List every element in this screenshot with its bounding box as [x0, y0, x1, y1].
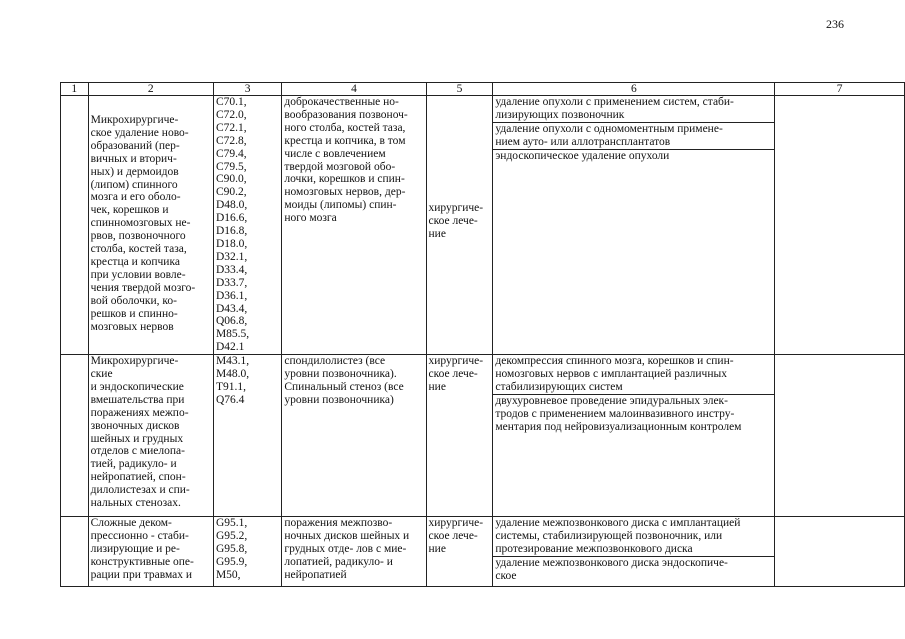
col7-cell: [775, 517, 905, 587]
icd-codes-cell: G95.1, G95.2, G95.8, G95.9, M50,: [213, 517, 281, 587]
method-item: эндоскопическое удаление опухоли: [495, 149, 670, 162]
table-header-row: [61, 83, 905, 96]
header-cell: 4: [282, 83, 426, 96]
header-cell: 1: [61, 83, 89, 96]
method-item: удаление межпозвонкового диска эндоскопиче- ское: [495, 556, 728, 582]
header-cell: 7: [775, 83, 905, 96]
treatment-methods-cell: [493, 355, 775, 517]
procedure-name-cell: Микрохирургиче- ское удаление ново- образований (пер- вичных и вторич- ных) и дермоидов (липом) спинного мозга и его оболо- чек, корешков и спинномозговых не- рвов, позвоночного столба, костей таза, крестца и копчика при условии вовле- чения твердой мозго- вой оболочки, ко- решков и спинно- мозговых нервов: [88, 96, 213, 355]
index-cell: [61, 517, 89, 587]
procedure-name-cell: Микрохирургиче- ские и эндоскопические вмешательства при поражениях межпо- звоночных дисков шейных и грудных отделов с миелопа- тией, радикуло- и нейропатией, спон- дилолистезах и спи- нальных стенозах.: [88, 355, 213, 517]
table-row: [61, 517, 905, 587]
treatment-type-cell: хирургиче- ское лече- ние: [426, 96, 493, 355]
treatment-methods-cell: [493, 96, 775, 355]
patient-model-cell: спондилолистез (все уровни позвоночника). Спинальный стеноз (все уровни позвоночника): [282, 355, 426, 517]
col7-cell: [775, 96, 905, 355]
method-item: удаление межпозвонкового диска с имплантацией системы, стабилизирующей позвоночник, или протезирование межпозвонкового диска: [493, 517, 774, 557]
procedures-table: [60, 82, 905, 587]
icd-codes-cell: M43.1, M48.0, T91.1, Q76.4: [213, 355, 281, 517]
procedure-name-cell: Сложные деком- прессионно - стаби- лизирующие и ре- конструктивные опе- рации при травмах и: [88, 517, 213, 587]
index-cell: [61, 96, 89, 355]
icd-codes-cell: C70.1, C72.0, C72.1, C72.8, C79.4, C79.5, C90.0, C90.2, D48.0, D16.6, D16.8, D18.0, D32.1, D33.4, D33.7, D36.1, D43.4, Q06.8, M85.5, D42.1: [213, 96, 281, 355]
header-cell: 2: [88, 83, 213, 96]
header-cell: 6: [493, 83, 775, 96]
table-row: [61, 355, 905, 517]
patient-model-cell: доброкачественные но- вообразования позвоноч- ного столба, костей таза, крестца и копчика, в том числе с вовлечением твердой мозговой обо- лочки, корешков и спин- номозговых нервов, дер- моиды (липомы) спин- ного мозга: [282, 96, 426, 355]
method-item: декомпрессия спинного мозга, корешков и спин- номозговых нервов с имплантацией различных стабилизирующих систем: [493, 355, 774, 395]
index-cell: [61, 355, 89, 517]
header-cell: 5: [426, 83, 493, 96]
method-item: двухуровневое проведение эпидуральных элек- тродов с применением малоинвазивного инстру- ментария под нейровизуализационным контролем: [495, 394, 742, 433]
treatment-type-cell: хирургиче- ское лече- ние: [426, 355, 493, 517]
page-number: 236: [826, 17, 844, 31]
treatment-methods-cell: [493, 517, 775, 587]
table-row: [61, 96, 905, 355]
treatment-type-cell: хирургиче- ское лече- ние: [426, 517, 493, 587]
col7-cell: [775, 355, 905, 517]
header-cell: 3: [213, 83, 281, 96]
method-item: удаление опухоли с применением систем, стаби- лизирующих позвоночник: [493, 96, 774, 123]
patient-model-cell: поражения межпозво- ночных дисков шейных и грудных отде- лов с мие- лопатией, радикуло- и нейропатией: [282, 517, 426, 587]
method-item: удаление опухоли с одномоментным примене- нием ауто- или аллотрансплантатов: [493, 123, 774, 150]
